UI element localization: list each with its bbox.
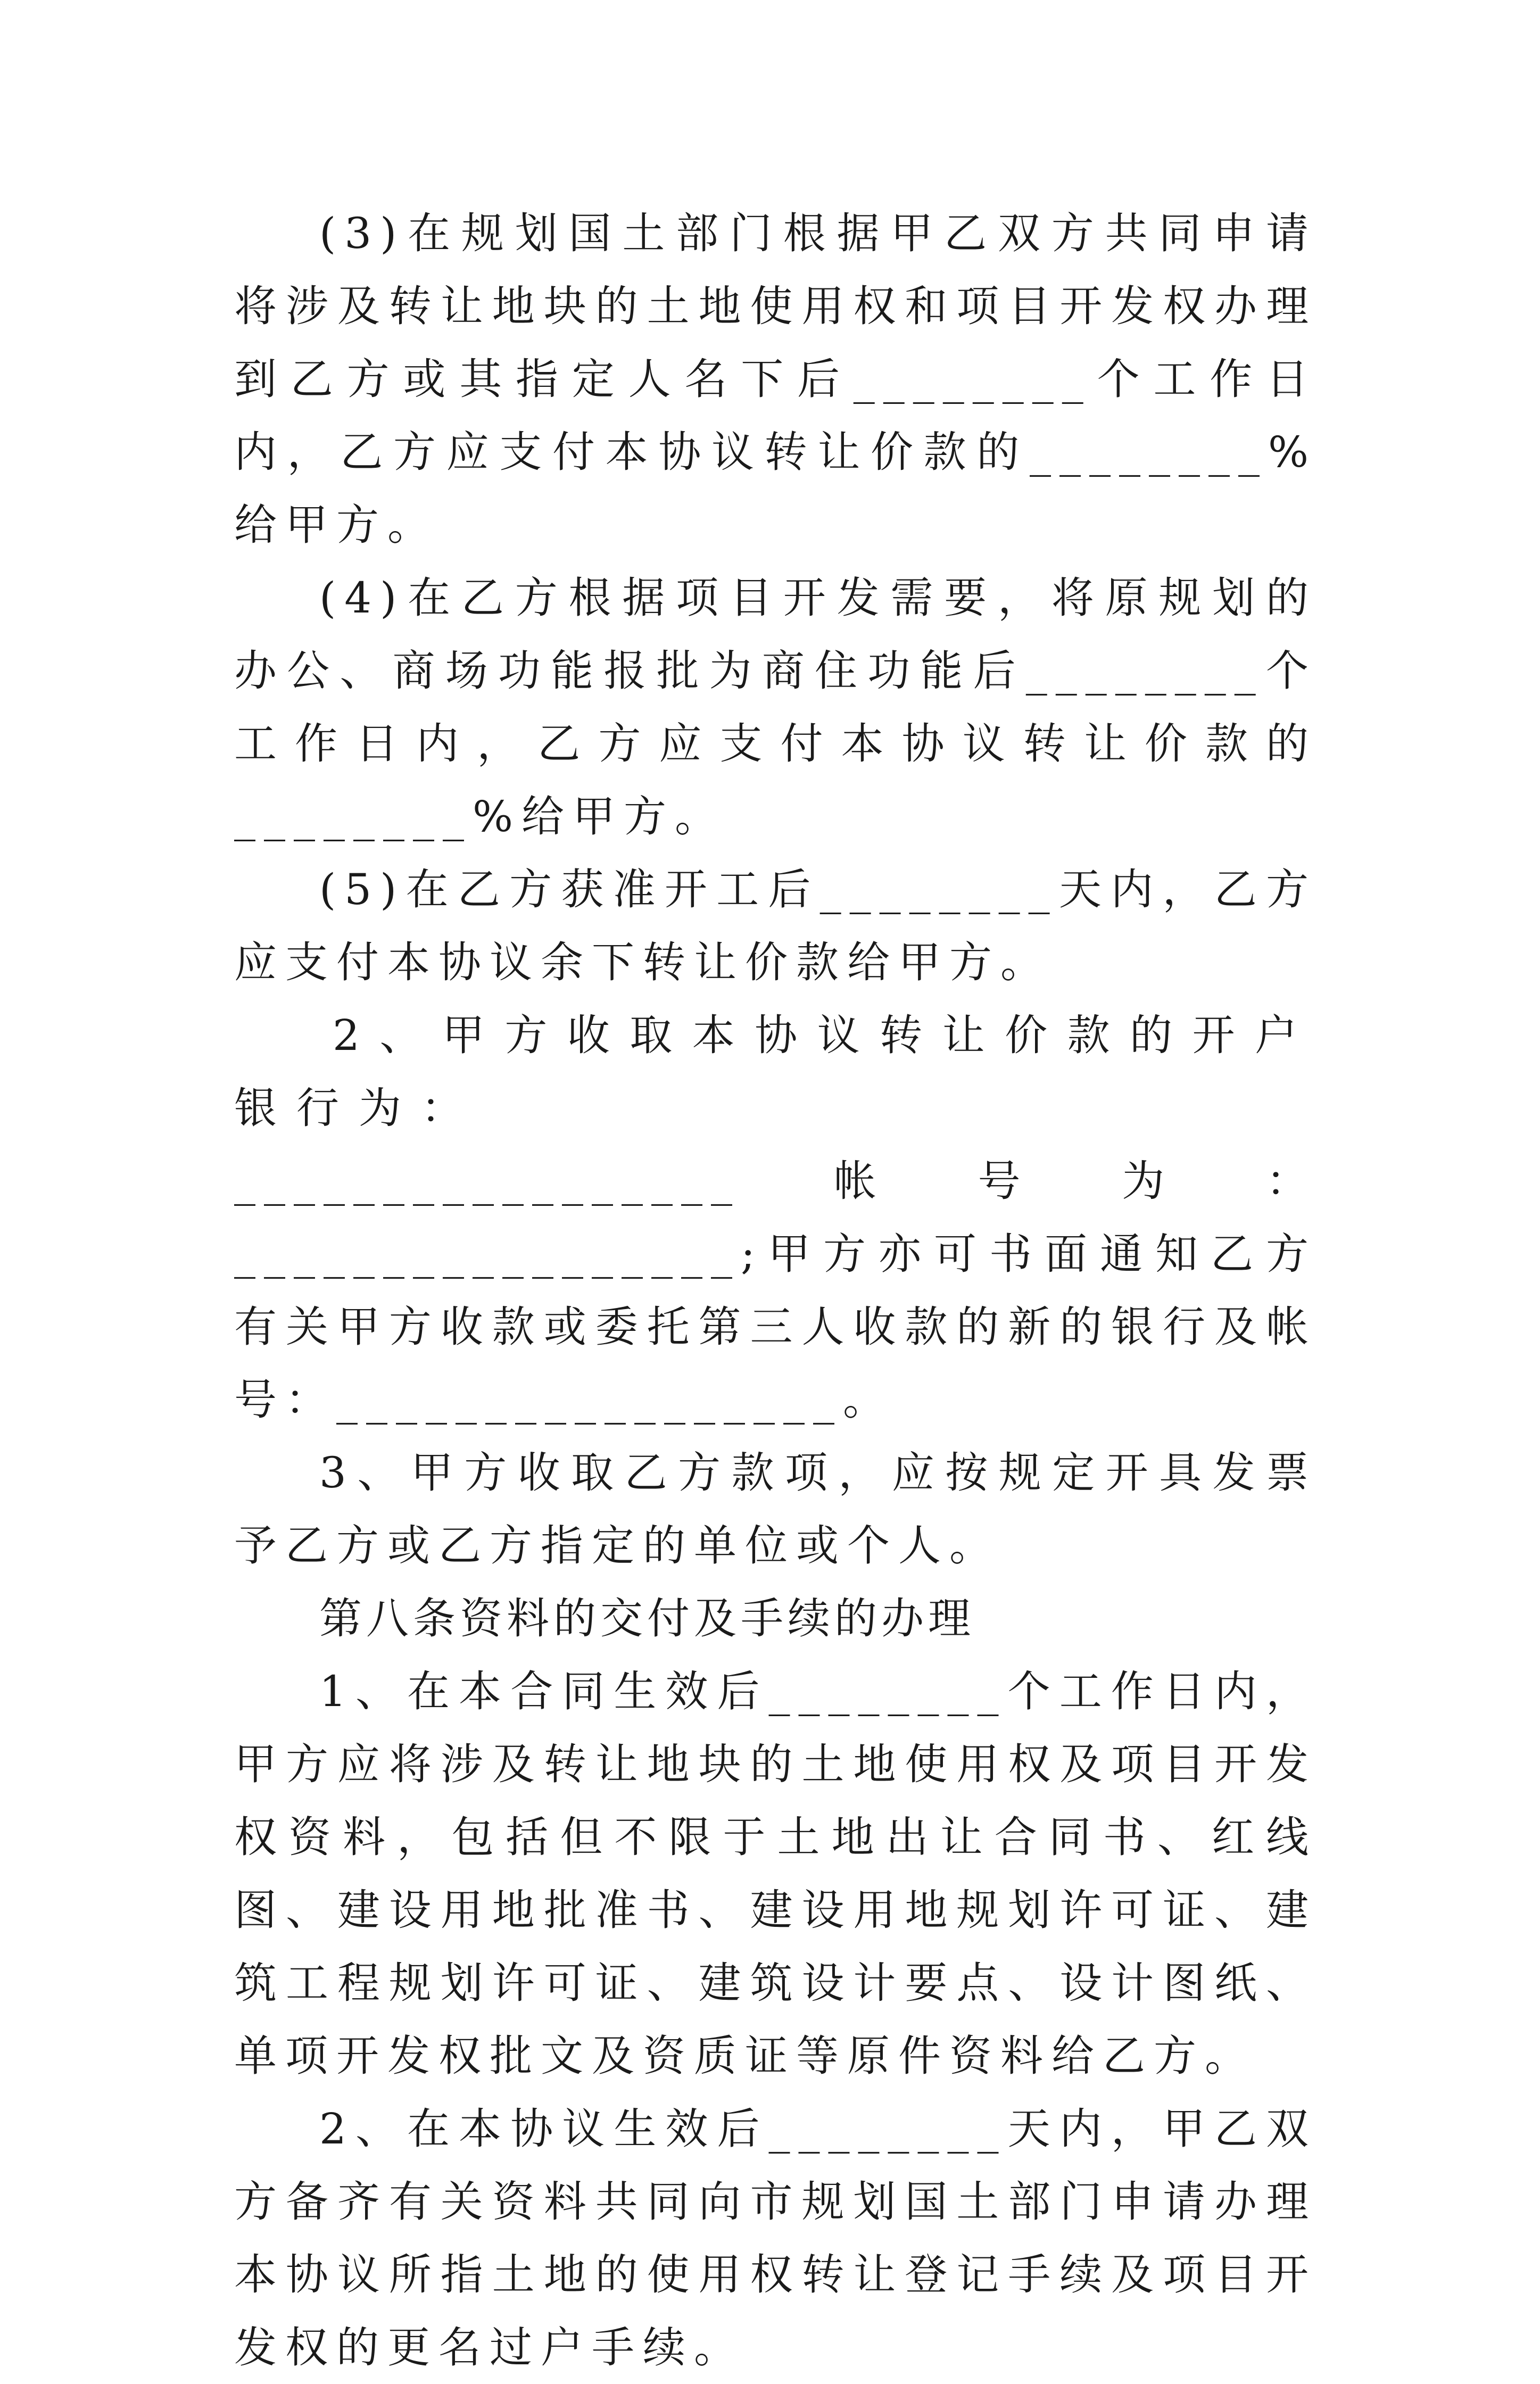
- article-8-heading: 第八条资料的交付及手续的办理: [319, 1594, 975, 1643]
- clause-3-payment: (3)在规划国土部门根据甲乙双方共同申请将涉及转让地块的土地使用权和项目开发权办理到乙方或其指定人名下后________个工作日内，乙方应支付本协议转让价款的________%给甲方。: [234, 209, 1317, 550]
- bank-account-intro: 2、甲方收取本协议转让价款的开户银行为：: [234, 1011, 1317, 1133]
- document-body: [234, 197, 1317, 2384]
- clause-5-payment: (5)在乙方获准开工后________天内，乙方应支付本协议余下转让价款给甲方。: [234, 865, 1317, 987]
- bank-account-details: _________________帐号为：_________________;甲方亦可书面通知乙方有关甲方收款或委托第三人收款的新的银行及帐号：_________________。: [234, 1156, 1317, 1425]
- registration-clause: 2、在本协议生效后________天内，甲乙双方备齐有关资料共同向市规划国土部门申请办理本协议所指土地的使用权转让登记手续及项目开发权的更名过户手续。: [234, 2104, 1317, 2372]
- clause-4-payment: (4)在乙方根据项目开发需要，将原规划的办公、商场功能报批为商住功能后________个工作日内，乙方应支付本协议转让价款的________%给甲方。: [234, 573, 1317, 841]
- document-delivery-clause: 1、在本合同生效后________个工作日内，甲方应将涉及转让地块的土地使用权及项目开发权资料，包括但不限于土地出让合同书、红线图、建设用地批准书、建设用地规划许可证、建筑工程规划许可证、建筑设计要点、设计图纸、单项开发权批文及资质证等原件资料给乙方。: [234, 1667, 1317, 2081]
- invoice-clause: 3、甲方收取乙方款项，应按规定开具发票予乙方或乙方指定的单位或个人。: [234, 1448, 1317, 1570]
